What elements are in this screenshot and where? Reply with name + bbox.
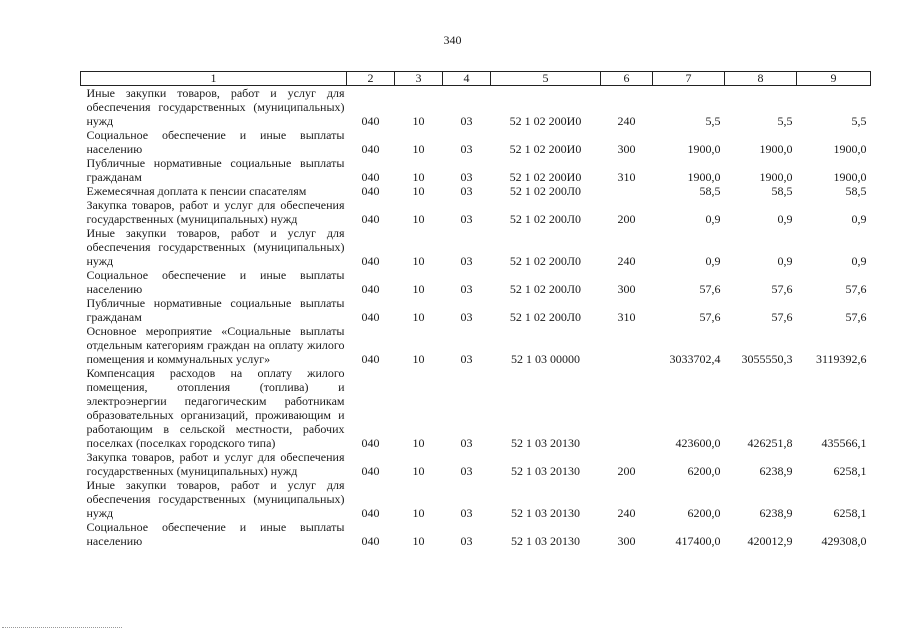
row-expense-type: 240 [617,254,636,268]
row-section: 10 [412,212,425,226]
row-name: Основное мероприятие «Социальные выплаты отдельным категориям граждан на оплату жилого помещения и коммунальных услуг» [86,324,345,366]
row-section: 10 [412,534,425,548]
table-row [81,268,871,296]
row-amount-3: 1900,0 [833,142,867,156]
row-subsection: 03 [460,212,473,226]
row-amount-2: 57,6 [771,310,793,324]
table-row [81,184,871,198]
row-amount-3: 0,9 [851,254,867,268]
row-name: Иные закупки товаров, работ и услуг для обеспечения государственных (муниципальных) нужд [86,86,345,128]
row-amount-2: 6238,9 [759,506,793,520]
row-amount-3: 57,6 [845,282,867,296]
table-row [81,156,871,184]
row-code: 040 [361,184,380,198]
row-code: 040 [361,114,380,128]
row-target-article: 52 1 02 200И0 [509,114,582,128]
row-code: 040 [361,352,380,366]
row-amount-1: 1900,0 [687,142,721,156]
footer-mark [2,627,122,628]
row-amount-1: 57,6 [699,310,721,324]
row-target-article: 52 1 02 200Л0 [509,254,582,268]
row-name: Социальное обеспечение и иные выплаты населению [86,268,345,296]
row-expense-type [601,184,653,198]
row-section: 10 [412,170,425,184]
row-target-article: 52 1 02 200И0 [509,170,582,184]
row-name: Иные закупки товаров, работ и услуг для обеспечения государственных (муниципальных) нужд [86,478,345,520]
row-name: Компенсация расходов на оплату жилого помещения, отопления (топлива) и электроэнергии педагогическим работникам образовательных организаций, проживающим и работающим в сельской местности, рабочих поселках (поселках городского типа) [86,366,345,450]
row-section: 10 [412,436,425,450]
row-amount-3: 6258,1 [833,464,867,478]
row-amount-1: 6200,0 [687,506,721,520]
row-amount-1: 6200,0 [687,464,721,478]
header-col-8: 8 [725,72,797,86]
row-amount-2: 58,5 [771,184,793,198]
row-amount-2: 1900,0 [759,142,793,156]
row-subsection: 03 [460,142,473,156]
row-target-article: 52 1 03 20130 [511,436,580,450]
header-row [81,72,871,86]
row-target-article: 52 1 02 200Л0 [509,212,582,226]
header-col-3: 3 [395,72,443,86]
row-amount-2: 1900,0 [759,170,793,184]
row-subsection: 03 [460,254,473,268]
table-row [81,366,871,450]
table-row [81,324,871,366]
row-code: 040 [361,142,380,156]
row-amount-1: 417400,0 [675,534,721,548]
row-name: Публичные нормативные социальные выплаты гражданам [86,296,345,324]
row-amount-3: 5,5 [851,114,867,128]
row-amount-2: 420012,9 [747,534,793,548]
header-col-4: 4 [443,72,491,86]
row-section: 10 [412,282,425,296]
row-name: Закупка товаров, работ и услуг для обеспечения государственных (муниципальных) нужд [86,198,345,226]
row-subsection: 03 [460,184,473,198]
row-expense-type [601,366,653,450]
row-subsection: 03 [460,352,473,366]
row-code: 040 [361,254,380,268]
header-col-1: 1 [81,72,347,86]
row-amount-2: 0,9 [777,212,793,226]
row-expense-type [601,324,653,366]
row-expense-type: 240 [617,114,636,128]
row-subsection: 03 [460,506,473,520]
row-expense-type: 200 [617,464,636,478]
row-name: Социальное обеспечение и иные выплаты населению [86,128,345,156]
row-expense-type: 300 [617,534,636,548]
row-amount-3: 58,5 [845,184,867,198]
table-row [81,128,871,156]
row-amount-3: 0,9 [851,212,867,226]
row-code: 040 [361,534,380,548]
row-section: 10 [412,310,425,324]
row-target-article: 52 1 03 20130 [511,534,580,548]
row-subsection: 03 [460,534,473,548]
table-row [81,296,871,324]
row-section: 10 [412,506,425,520]
row-name: Социальное обеспечение и иные выплаты населению [86,520,345,548]
row-amount-2: 3055550,3 [741,352,793,366]
row-expense-type: 300 [617,142,636,156]
row-amount-1: 423600,0 [675,436,721,450]
table-row [81,478,871,520]
row-amount-1: 0,9 [705,254,721,268]
page-number: 340 [443,33,462,47]
row-section: 10 [412,352,425,366]
row-subsection: 03 [460,170,473,184]
row-amount-1: 57,6 [699,282,721,296]
row-amount-3: 429308,0 [821,534,867,548]
row-section: 10 [412,184,425,198]
header-col-7: 7 [653,72,725,86]
row-target-article: 52 1 02 200Л0 [509,184,582,198]
row-section: 10 [412,464,425,478]
row-name: Ежемесячная доплата к пенсии спасателям [86,184,307,198]
row-expense-type: 310 [617,170,636,184]
row-code: 040 [361,170,380,184]
row-target-article: 52 1 03 20130 [511,506,580,520]
row-section: 10 [412,114,425,128]
row-code: 040 [361,464,380,478]
row-expense-type: 310 [617,310,636,324]
table-row [81,226,871,268]
row-amount-3: 6258,1 [833,506,867,520]
row-amount-1: 58,5 [699,184,721,198]
table-row [81,198,871,226]
table-row [81,450,871,478]
row-amount-1: 5,5 [705,114,721,128]
budget-table [80,71,871,548]
row-code: 040 [361,310,380,324]
row-target-article: 52 1 02 200Л0 [509,310,582,324]
row-code: 040 [361,282,380,296]
row-amount-3: 435566,1 [821,436,867,450]
header-col-9: 9 [797,72,871,86]
row-amount-1: 0,9 [705,212,721,226]
row-expense-type: 240 [617,506,636,520]
header-col-6: 6 [601,72,653,86]
row-expense-type: 300 [617,282,636,296]
row-amount-2: 57,6 [771,282,793,296]
row-amount-3: 3119392,6 [815,352,867,366]
row-code: 040 [361,506,380,520]
row-subsection: 03 [460,310,473,324]
row-amount-2: 6238,9 [759,464,793,478]
row-amount-3: 57,6 [845,310,867,324]
row-code: 040 [361,212,380,226]
row-subsection: 03 [460,114,473,128]
row-target-article: 52 1 02 200И0 [509,142,582,156]
row-target-article: 52 1 03 00000 [511,352,580,366]
row-name: Закупка товаров, работ и услуг для обеспечения государственных (муниципальных) нужд [86,450,345,478]
row-amount-3: 1900,0 [833,170,867,184]
row-amount-2: 5,5 [777,114,793,128]
row-subsection: 03 [460,282,473,296]
header-col-5: 5 [491,72,601,86]
row-amount-2: 0,9 [777,254,793,268]
row-subsection: 03 [460,436,473,450]
row-code: 040 [361,436,380,450]
row-subsection: 03 [460,464,473,478]
row-section: 10 [412,142,425,156]
table-row [81,86,871,129]
row-amount-1: 1900,0 [687,170,721,184]
row-amount-1: 3033702,4 [669,352,721,366]
row-section: 10 [412,254,425,268]
row-target-article: 52 1 03 20130 [511,464,580,478]
row-name: Иные закупки товаров, работ и услуг для обеспечения государственных (муниципальных) нужд [86,226,345,268]
row-expense-type: 200 [617,212,636,226]
header-col-2: 2 [347,72,395,86]
row-name: Публичные нормативные социальные выплаты гражданам [86,156,345,184]
row-amount-2: 426251,8 [747,436,793,450]
row-target-article: 52 1 02 200Л0 [509,282,582,296]
table-row [81,520,871,548]
